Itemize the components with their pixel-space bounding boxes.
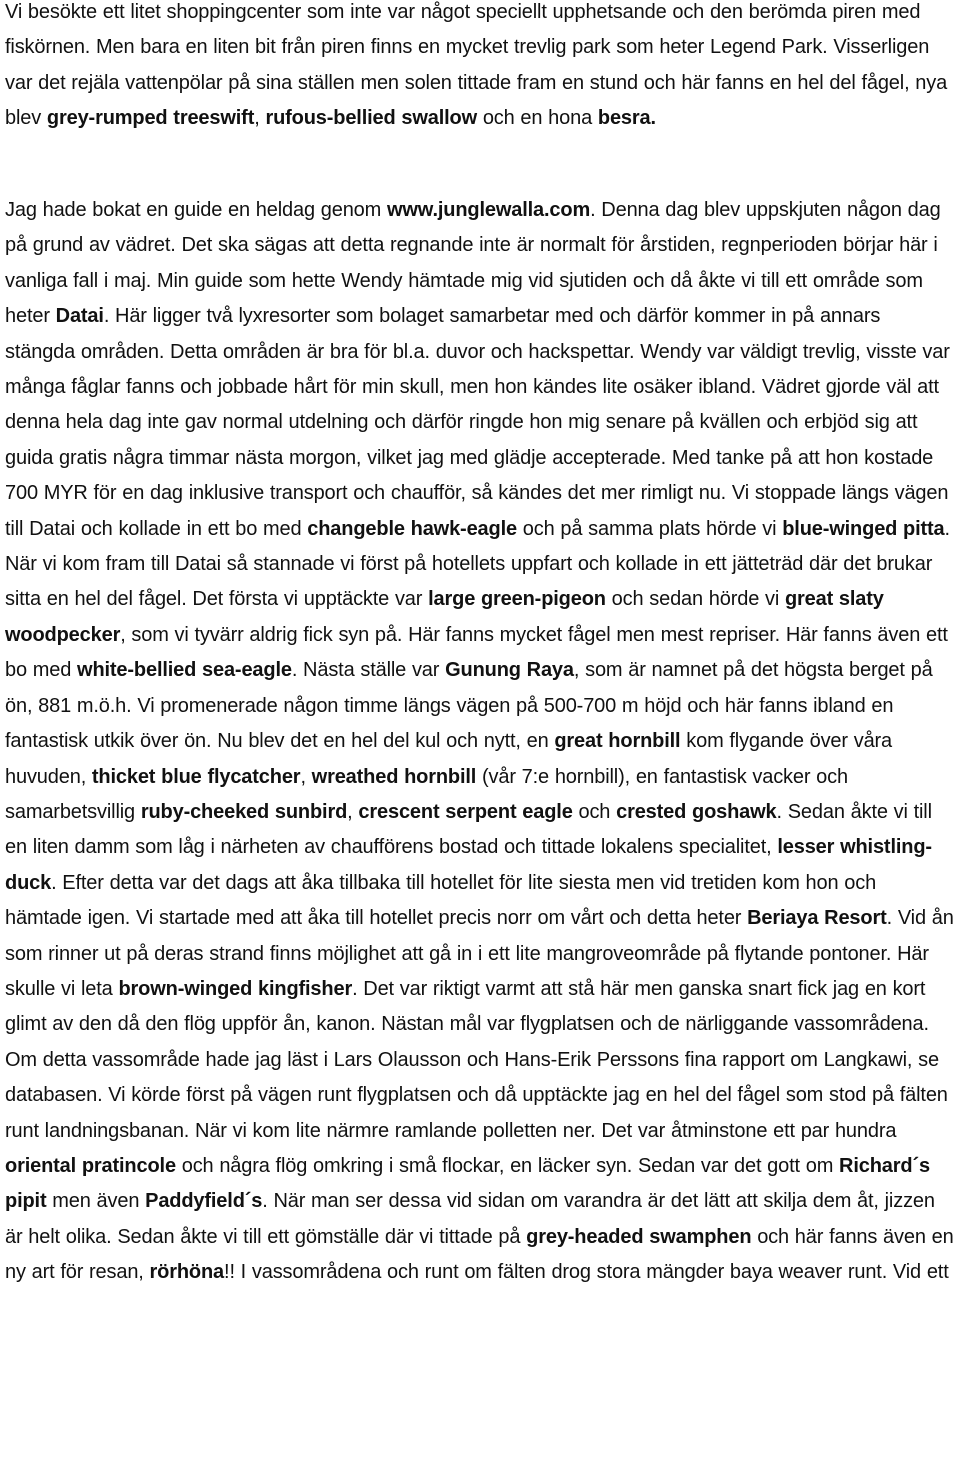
paragraph-text-run: . Vid ån som rinner ut på deras strand finns möjlighet att gå in i ett lite mangroveområde på flytande pontoner. Här skulle vi leta — [5, 907, 954, 1000]
paragraph-text-run: och några flög omkring i små flockar, en läcker syn. Sedan var det gott om — [175, 1154, 840, 1177]
paragraph-text-run: och på samma plats hörde vi — [516, 517, 783, 540]
paragraph-text-run: . Det var riktigt varmt att stå här men ganska snart fick jag en kort glimt av den då den flög uppför ån, kanon. Nästan mål var flygplatsen och de närliggande vassområdena. Om detta vassområde hade jag läst i Lars Olausson och Hans-Erik Perssons fina rapport om Langkawi, se databasen. Vi körde först på vägen runt flygplatsen och då upptäckte jag en hel del fågel som stod på fälten runt landningsbanan. När vi kom lite närmre ramlande polletten ner. Det var åtminstone ett par hundra — [5, 977, 948, 1142]
bird-name-highlight: thicket blue flycatcher — [91, 765, 301, 788]
paragraph-text-run: !! I vassområdena och runt om fälten drog stora mängder baya weaver runt. Vid ett — [224, 1261, 949, 1284]
paragraph-text-run: . När man ser dessa vid sidan om varandra är det lätt att skilja dem åt, jizzen är helt olika. Sedan åkte vi till ett gömställe där vi tittade på — [5, 1190, 935, 1248]
bird-name-highlight: ruby-cheeked sunbird — [140, 800, 348, 823]
paragraph-text-run: kom flygande över våra huvuden, — [5, 730, 893, 788]
paragraph-text-run: , — [254, 107, 266, 130]
bird-name-highlight: brown-winged kingfisher — [118, 977, 353, 1000]
paragraph-text-run: . När vi kom fram till Datai så stannade vi först på hotellets uppfart och kollade in ett jätteträd där det brukar sitta en hel del fågel. Det första vi upptäckte var — [5, 517, 950, 611]
paragraph-text-run: Jag hade bokat en guide en heldag genom — [5, 199, 387, 221]
paragraph-text-run: och här fanns även en ny art för resan, — [5, 1225, 954, 1284]
paragraph-guide-day — [5, 193, 955, 1291]
paragraph-text-run: . Sedan åkte vi till en liten damm som låg i närheten av chaufförens bostad och tittade lokalens specialitet, — [5, 800, 932, 859]
paragraph-text-run: . Efter detta var det dags att åka tillbaka till hotellet för lite siesta men vid tretiden kom hon och hämtade igen. Vi startade med att åka till hotellet precis norr om vårt och detta heter — [5, 871, 877, 930]
bird-name-highlight: great slaty woodpecker — [5, 588, 884, 646]
bird-name-highlight: Gunung Raya — [445, 659, 574, 682]
paragraph-text-run: . Här ligger två lyxresorter som bolaget samarbetar med och därför kommer in på annars stängda områden. Detta områden är bra för bl.a. duvor och hackspettar. Wendy var väldigt trevlig, visste var många fåglar fanns och jobbade hårt för min skull, men hon kändes lite osäker ibland. Vädret gjorde väl att denna hela dag inte gav normal utdelning och därför ringde hon mig senare på kvällen och erbjöd sig att guida gratis några timmar nästa morgon, vilket jag med glädje accepterade. Med tanke på att hon kostade 700 MYR för en dag inklusive transport och chaufför, så kändes det mer rimligt nu. Vi stoppade längs vägen till Datai och kollade in ett bo med — [5, 305, 950, 540]
bird-name-highlight: great hornbill — [554, 730, 681, 753]
bird-name-highlight: oriental pratincole — [5, 1154, 176, 1177]
paragraph-text-run: och sedan hörde vi — [605, 588, 785, 611]
bird-name-highlight: www.junglewalla.com — [386, 199, 591, 221]
paragraph-text-run: men även — [46, 1190, 146, 1213]
bird-name-highlight: rörhöna — [149, 1261, 225, 1284]
bird-name-highlight: changeble hawk-eagle — [307, 517, 517, 540]
bird-name-highlight: Datai — [55, 305, 104, 328]
bird-name-highlight: blue-winged pitta — [782, 517, 945, 540]
paragraph-text-run: och en hona — [477, 107, 598, 130]
bird-name-highlight: white-bellied sea-eagle — [77, 659, 292, 682]
bird-name-highlight: crescent serpent eagle — [358, 800, 573, 823]
paragraph-text-run: , — [347, 800, 359, 823]
bird-name-highlight: crested goshawk — [616, 800, 777, 823]
bird-name-highlight: grey-headed swamphen — [526, 1225, 752, 1248]
paragraph-text-run: (vår 7:e hornbill), en fantastisk vacker och samarbetsvillig — [5, 765, 848, 823]
bird-name-highlight: large green-pigeon — [428, 588, 606, 611]
bird-name-highlight: besra. — [597, 107, 656, 130]
bird-name-highlight: Paddyfield´s — [145, 1190, 263, 1213]
bird-name-highlight: lesser whistling-duck — [5, 836, 932, 894]
paragraph-text-run: . Denna dag blev uppskjuten någon dag på grund av vädret. Det ska sägas att detta regnande inte är normalt för årstiden, regnperioden börjar här i vanliga fall i maj. Min guide som hette Wendy hämtade mig vid sjutiden och då åkte vi till ett område som heter — [5, 199, 941, 328]
bird-name-highlight: grey-rumped treeswift — [46, 107, 255, 130]
paragraph-text-run: och — [572, 800, 617, 823]
paragraph-legend-park — [5, 0, 955, 137]
bird-name-highlight: Beriaya Resort — [747, 907, 887, 930]
bird-name-highlight: Richard´s pipit — [5, 1154, 930, 1213]
paragraph-text-run: , som vi tyvärr aldrig fick syn på. Här fanns mycket fågel men mest repriser. Här fanns även ett bo med — [5, 623, 948, 682]
paragraph-text-run: . Nästa ställe var — [291, 659, 446, 682]
paragraph-text-run: , som är namnet på det högsta berget på ön, 881 m.ö.h. Vi promenerade någon timme längs vägen på 500-700 m höjd och här fanns ibland en fantastisk utkik över ön. Nu blev det en hel del kul och nytt, en — [5, 659, 933, 753]
bird-name-highlight: rufous-bellied swallow — [265, 107, 478, 130]
paragraph-text-run: Vi besökte ett litet shoppingcenter som inte var något speciellt upphetsande och den berömda piren med fiskörnen. Men bara en liten bit från piren finns en mycket trevlig park som heter Legend Park. Visserligen var det rejäla vattenpölar på sina ställen men solen tittade fram en stund och här fanns en hel del fågel, nya blev — [5, 1, 948, 130]
paragraph-text-run: , — [300, 765, 312, 788]
bird-name-highlight: wreathed hornbill — [311, 765, 477, 788]
